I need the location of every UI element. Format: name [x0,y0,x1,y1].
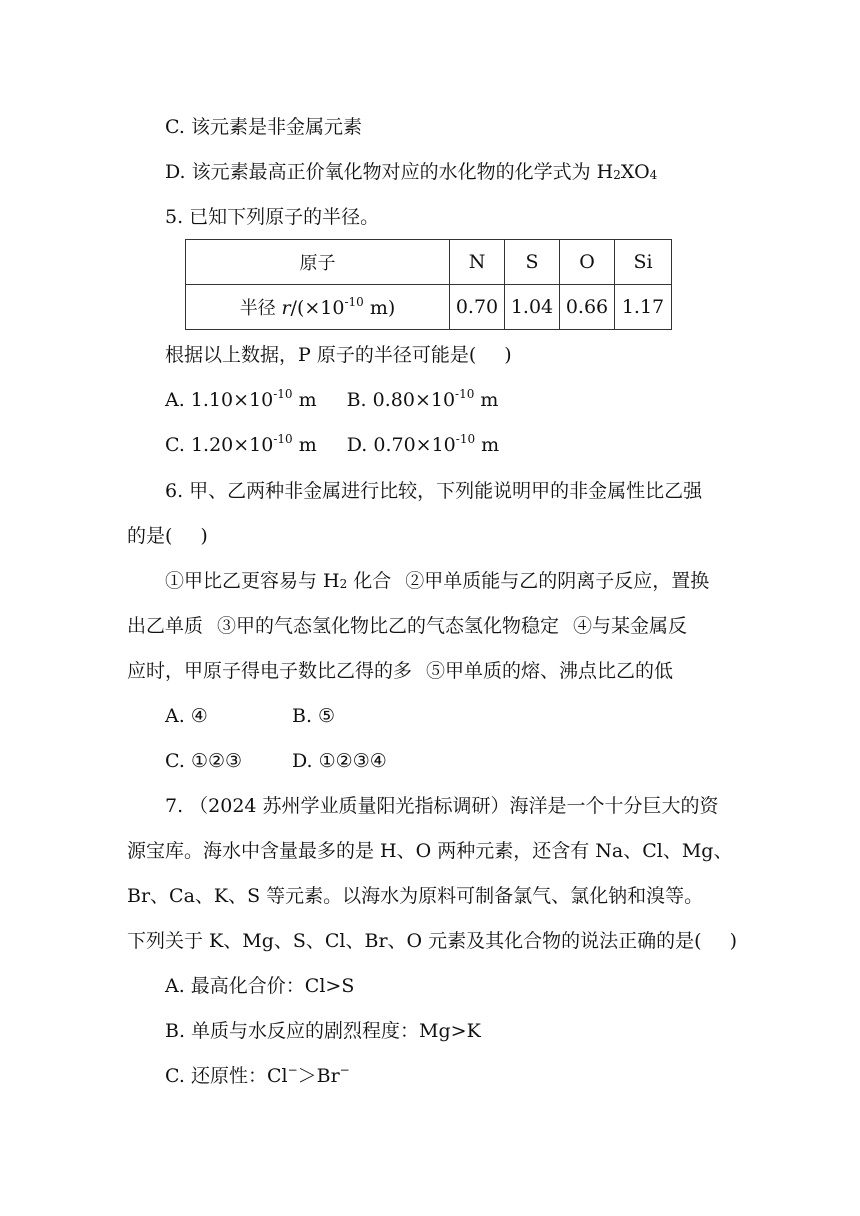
q4-option-d-text-mid: XO [620,161,650,183]
q6-option-b: B. ⑤ [292,705,336,727]
q4-option-d [165,158,657,186]
q4-option-d-text: D. 该元素最高正价氧化物对应的水化物的化学式为 H [165,161,614,183]
q7-stem-line-1: 7. （2024 苏州学业质量阳光指标调研）海洋是一个十分巨大的资 [165,795,719,817]
q7-stem-line-2: 源宝库。海水中含量最多的是 H、O 两种元素，还含有 Na、Cl、Mg、 [127,840,733,862]
q6-stem-line-1: 6. 甲、乙两种非金属进行比较，下列能说明甲的非金属性比乙强 [165,480,703,502]
q7-stem-line-4: 下列关于 K、Mg、S、Cl、Br、O 元素及其化合物的说法正确的是( ) [127,930,737,952]
table-cell: 0.70 [450,285,505,330]
subscript: 4 [649,168,658,182]
table-header-cell: O [560,240,615,285]
atomic-radius-table [185,239,672,330]
q5-option-d: D. $0.70\times 10^{-10}$ m [346,431,500,456]
q6-options-row-1 [165,702,335,730]
table-row [186,285,672,330]
q6-option-d: D. ①②③④ [292,750,387,772]
q5-option-b: B. $0.80\times 10^{-10}$ m [346,386,499,411]
table-cell: 0.66 [560,285,615,330]
q5-option-a: A. $1.10\times 10^{-10}$ m [165,386,317,411]
q6-option-c: C. ①②③ [165,750,243,772]
table-cell: 1.04 [505,285,560,330]
q6-statements-line-1: ①甲比乙更容易与 $H_2$ 化合 ②甲单质能与乙的阴离子反应，置换 [165,570,710,592]
q7-option-a: A. 最高化合价：Cl>S [165,975,355,997]
table-header-row [186,240,672,285]
q5-options-row-2 [165,431,499,459]
q5-options-row-1 [165,386,498,414]
q5-question: 根据以上数据，P 原子的半径可能是( ) [165,344,512,366]
table-header-cell: N [450,240,505,285]
q6-statements-line-3: 应时，甲原子得电子数比乙得的多 ⑤甲单质的熔、沸点比乙的低 [127,660,674,682]
subscript: 2 [613,168,621,182]
q4-option-c: C. 该元素是非金属元素 [165,116,362,138]
q6-statements-line-2: 出乙单质 ③甲的气态氢化物比乙的气态氢化物稳定 ④与某金属反 [127,615,688,637]
q7-stem-line-3: Br、Ca、K、S 等元素。以海水为原料可制备氯气、氯化钠和溴等。 [127,885,704,907]
table-row-label: 半径 $r/(\times 10^{-10}$ m) [186,285,450,330]
q5-stem: 5. 已知下列原子的半径。 [165,206,380,228]
table-header-cell: Si [615,240,672,285]
q7-option-b: B. 单质与水反应的剧烈程度：Mg>K [165,1020,481,1042]
q6-options-row-2 [165,747,387,775]
q7-option-c: C. 还原性：Cl−＞Br− [165,1062,350,1087]
q6-stem-line-2: 的是( ) [127,525,208,547]
table-header-cell: 原子 [186,240,450,285]
table-cell: 1.17 [615,285,672,330]
q6-option-a: A. ④ [165,705,208,727]
q5-option-c: C. $1.20\times 10^{-10}$ m [165,431,317,456]
table-header-cell: S [505,240,560,285]
